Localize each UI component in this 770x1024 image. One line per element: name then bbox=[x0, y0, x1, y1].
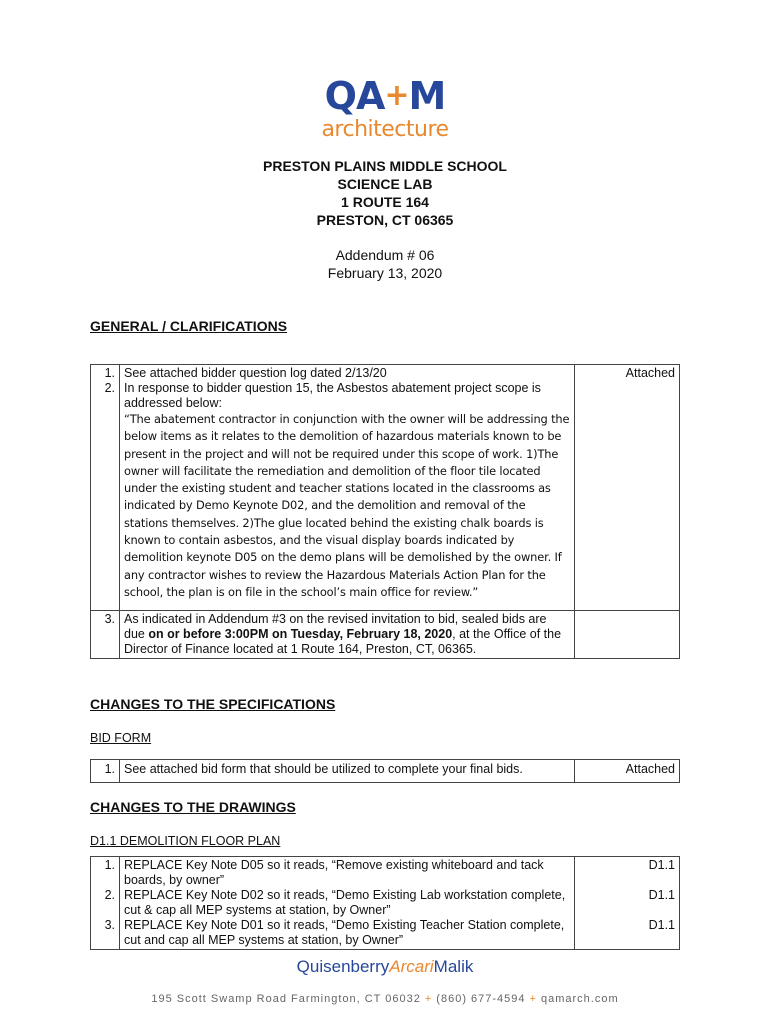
school-name: PRESTON PLAINS MIDDLE SCHOOL bbox=[263, 158, 507, 174]
abatement-quote: “The abatement contractor in conjunction with the owner will be addressing the below items as it relates to the demolition of hazardous materials known to be present in the project and will not be required under this scope of work. 1)The owner will facilitate the remediation and demolition of the floor tile located under the existing student and teacher stations located in the classrooms as indicated by Demo Keynote D02, and the demolition and removal of the stations themselves. 2)The glue located behind the existing chalk boards is known to contain asbestos, and the visual display boards indicated by demolition keynote D05 on the demo plans will be demolished by the owner. If any contractor wishes to review the Hazardous Materials Action Plan for the school, the plan is on file in the school’s main office for review.” bbox=[124, 412, 570, 599]
specs-heading: CHANGES TO THE SPECIFICATIONS bbox=[90, 696, 336, 712]
drawings-heading: CHANGES TO THE DRAWINGS bbox=[90, 799, 296, 815]
item-reference: Attached bbox=[575, 365, 680, 611]
demolition-plan-subheading: D1.1 DEMOLITION FLOOR PLAN bbox=[90, 834, 281, 848]
footer-phone: (860) 677-4594 bbox=[436, 993, 526, 1005]
qam-logo bbox=[0, 76, 770, 142]
item-text: REPLACE Key Note D05 so it reads, “Remove existing whiteboard and tack boards, by owner” REPLACE Key Note D02 so it reads, “Demo Existing Lab workstation complete, cut & cap all MEP systems at station, by Owner” REPLACE Key Note D01 so it reads, “Demo Existing Teacher Station complete, cut and cap all MEP systems at station, by Owner” bbox=[120, 857, 575, 950]
table-row bbox=[91, 611, 680, 659]
table-row bbox=[91, 365, 680, 611]
addendum-date: February 13, 2020 bbox=[327, 265, 443, 281]
item-number: 1. bbox=[91, 760, 120, 783]
drawings-table bbox=[90, 856, 680, 950]
item-number: 1. 2. 3. bbox=[91, 857, 120, 950]
table-row bbox=[91, 857, 680, 950]
item-number: 1. 2. bbox=[91, 365, 120, 611]
general-heading: GENERAL / CLARIFICATIONS bbox=[90, 318, 288, 334]
project-name: SCIENCE LAB bbox=[337, 176, 433, 192]
logo-wordmark: QA+M bbox=[324, 74, 446, 118]
item-reference bbox=[575, 611, 680, 659]
item-text: See attached bidder question log dated 2/13/20 In response to bidder question 15, the Asbestos abatement project scope is addressed below: “The abatement contractor in conjunction with the owner will be addressing the below items as it relates to the demolition of hazardous materials known to be present in the project and will not be required under this scope of work. 1)The owner will facilitate the remediation and demolition of the floor tile located under the existing student and teacher stations located in the classrooms as indicated by Demo Keynote D02, and the demolition and removal of the stations themselves. 2)The glue located behind the existing chalk boards is known to contain asbestos, and the visual display boards indicated by demolition keynote D05 on the demo plans will be demolished by the owner. If any contractor wishes to review the Hazardous Materials Action Plan for the school, the plan is on file in the school’s main office for review.” bbox=[120, 365, 575, 611]
footer-logo: QuisenberryArcariMalik bbox=[296, 957, 474, 976]
addendum-number: Addendum # 06 bbox=[335, 247, 435, 263]
specs-table bbox=[90, 759, 680, 783]
item-reference: Attached bbox=[575, 760, 680, 783]
item-reference: D1.1 D1.1 D1.1 bbox=[575, 857, 680, 950]
address-line: 1 ROUTE 164 bbox=[341, 194, 429, 210]
footer-contact: 195 Scott Swamp Road Farmington, CT 06032 + (860) 677-4594 + qamarch.com bbox=[151, 993, 619, 1005]
bid-form-subheading: BID FORM bbox=[90, 731, 152, 745]
addendum-info bbox=[0, 246, 770, 282]
footer-address: 195 Scott Swamp Road Farmington, CT 06032 bbox=[151, 993, 421, 1005]
table-row bbox=[91, 760, 680, 783]
item-text: As indicated in Addendum #3 on the revised invitation to bid, sealed bids are due on or before 3:00PM on Tuesday, February 18, 2020, at the Office of the Director of Finance located at 1 Route 164, Preston, CT, 06365. bbox=[120, 611, 575, 659]
project-title bbox=[0, 157, 770, 229]
city-line: PRESTON, CT 06365 bbox=[316, 212, 454, 228]
general-table bbox=[90, 364, 680, 659]
logo-subtitle: architecture bbox=[321, 117, 449, 142]
item-number: 3. bbox=[91, 611, 120, 659]
footer-website: qamarch.com bbox=[540, 993, 619, 1005]
item-text: See attached bid form that should be utilized to complete your final bids. bbox=[120, 760, 575, 783]
